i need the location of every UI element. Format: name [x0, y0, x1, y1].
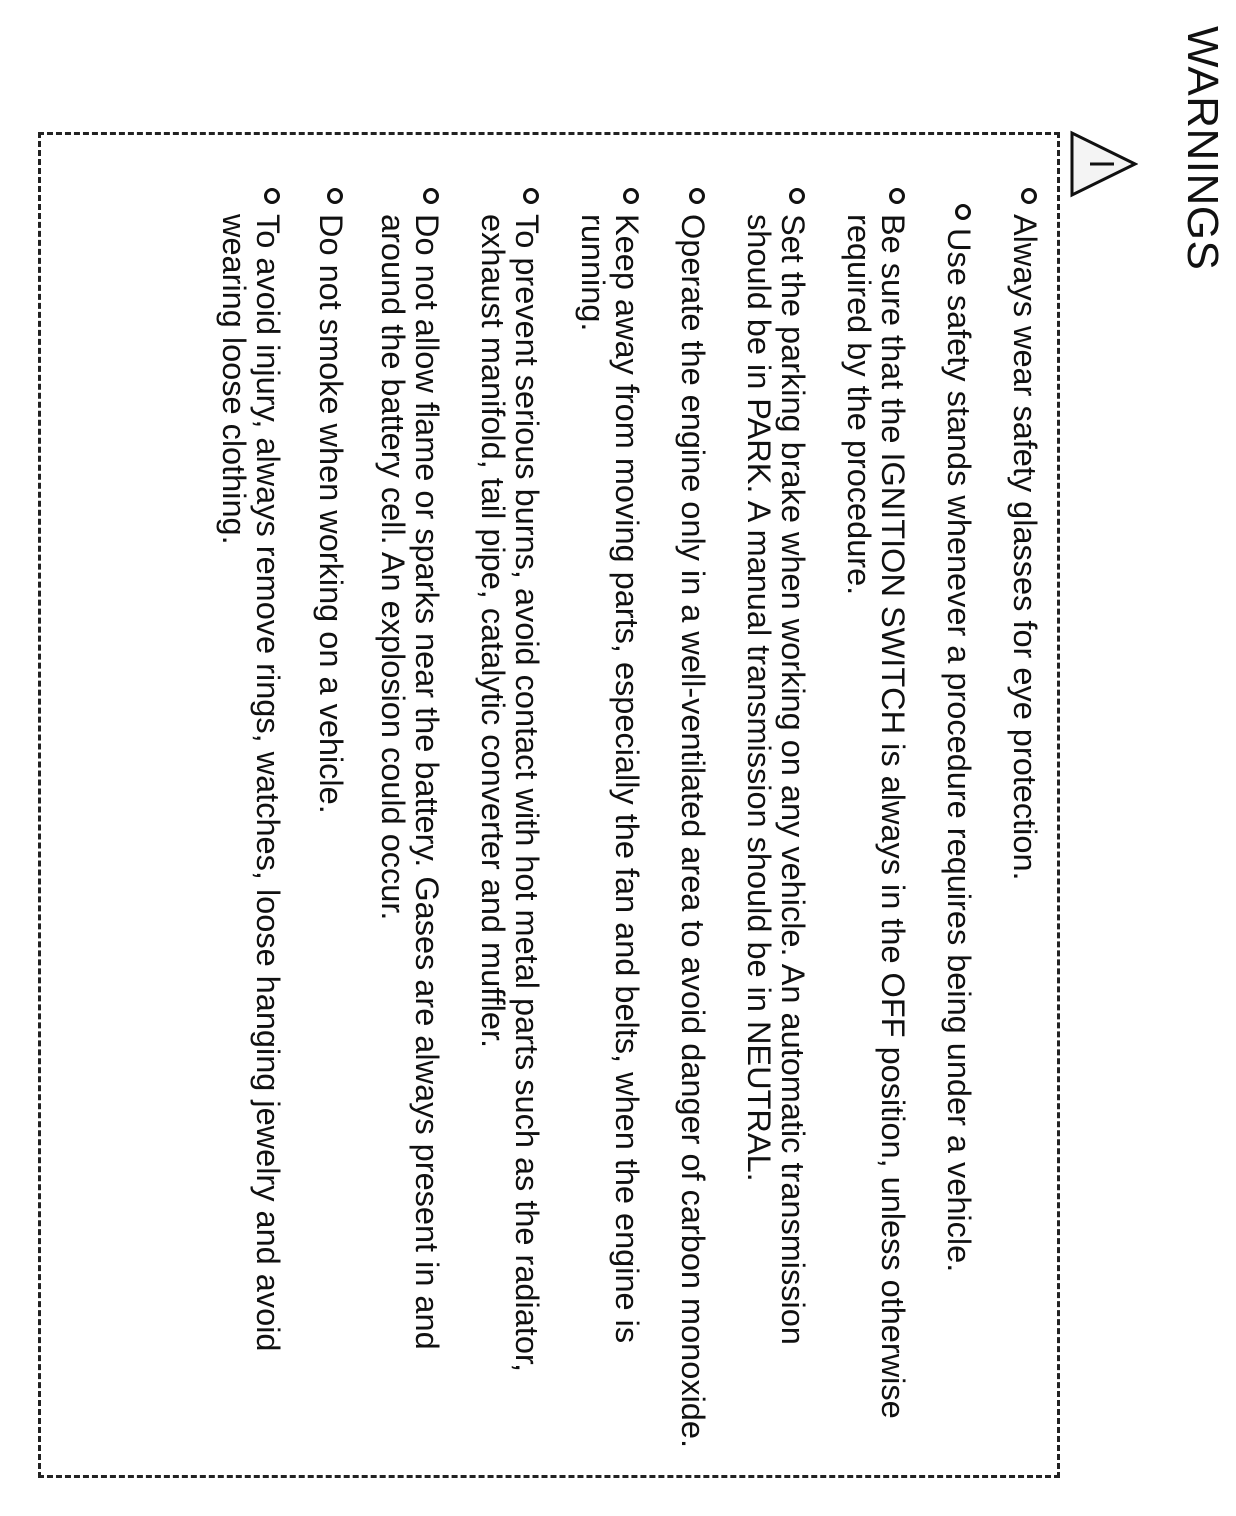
list-item: [576, 188, 644, 1448]
bullet-circle-icon: [523, 188, 539, 204]
bullet-circle-icon: [689, 188, 705, 204]
list-item: [742, 188, 810, 1448]
bullet-circle-icon: [327, 188, 343, 204]
warning-text: Do not allow flame or sparks near the battery. Gases are always present in and around the battery cell. An explosion could occur.: [375, 214, 445, 1350]
list-item: [376, 188, 444, 1448]
list-item: [942, 188, 976, 1448]
warning-text: Always wear safety glasses for eye protection.: [1007, 214, 1043, 881]
warnings-list: [185, 188, 1042, 1448]
bullet-circle-icon: [889, 188, 905, 204]
bullet-circle-icon: [1021, 188, 1037, 204]
warning-text: Set the parking brake when working on any vehicle. An automatic transmission should be in PARK. A manual transmission should be in NEUTRAL.: [741, 214, 811, 1345]
list-item: [842, 188, 910, 1448]
list-item: [476, 188, 544, 1448]
warning-triangle-icon: [1068, 130, 1138, 198]
page-title: WARNINGS: [1178, 26, 1227, 271]
warning-text: To avoid injury, always remove rings, watches, loose hanging jewelry and avoid wearing loose clothing.: [216, 214, 286, 1352]
warning-text: Be sure that the IGNITION SWITCH is always in the OFF position, unless otherwise required by the procedure.: [841, 214, 911, 1419]
bullet-circle-icon: [264, 188, 280, 204]
warning-text: To prevent serious burns, avoid contact with hot metal parts such as the radiator, exhaust manifold, tail pipe, catalytic converter and muffler.: [475, 214, 545, 1372]
list-item: [217, 188, 285, 1448]
warning-text: Operate the engine only in a well-ventilated area to avoid danger of carbon monoxide.: [675, 214, 711, 1448]
list-item: [314, 188, 348, 1448]
warning-text: Use safety stands whenever a procedure requires being under a vehicle.: [941, 228, 977, 1273]
bullet-circle-icon: [423, 188, 439, 204]
list-item: [676, 188, 710, 1448]
warning-text: Keep away from moving parts, especially the fan and belts, when the engine is running.: [575, 214, 645, 1344]
bullet-circle-icon: [955, 204, 971, 220]
list-item: [1008, 188, 1042, 1448]
bullet-circle-icon: [789, 188, 805, 204]
bullet-circle-icon: [623, 188, 639, 204]
warning-text: Do not smoke when working on a vehicle.: [313, 214, 349, 814]
